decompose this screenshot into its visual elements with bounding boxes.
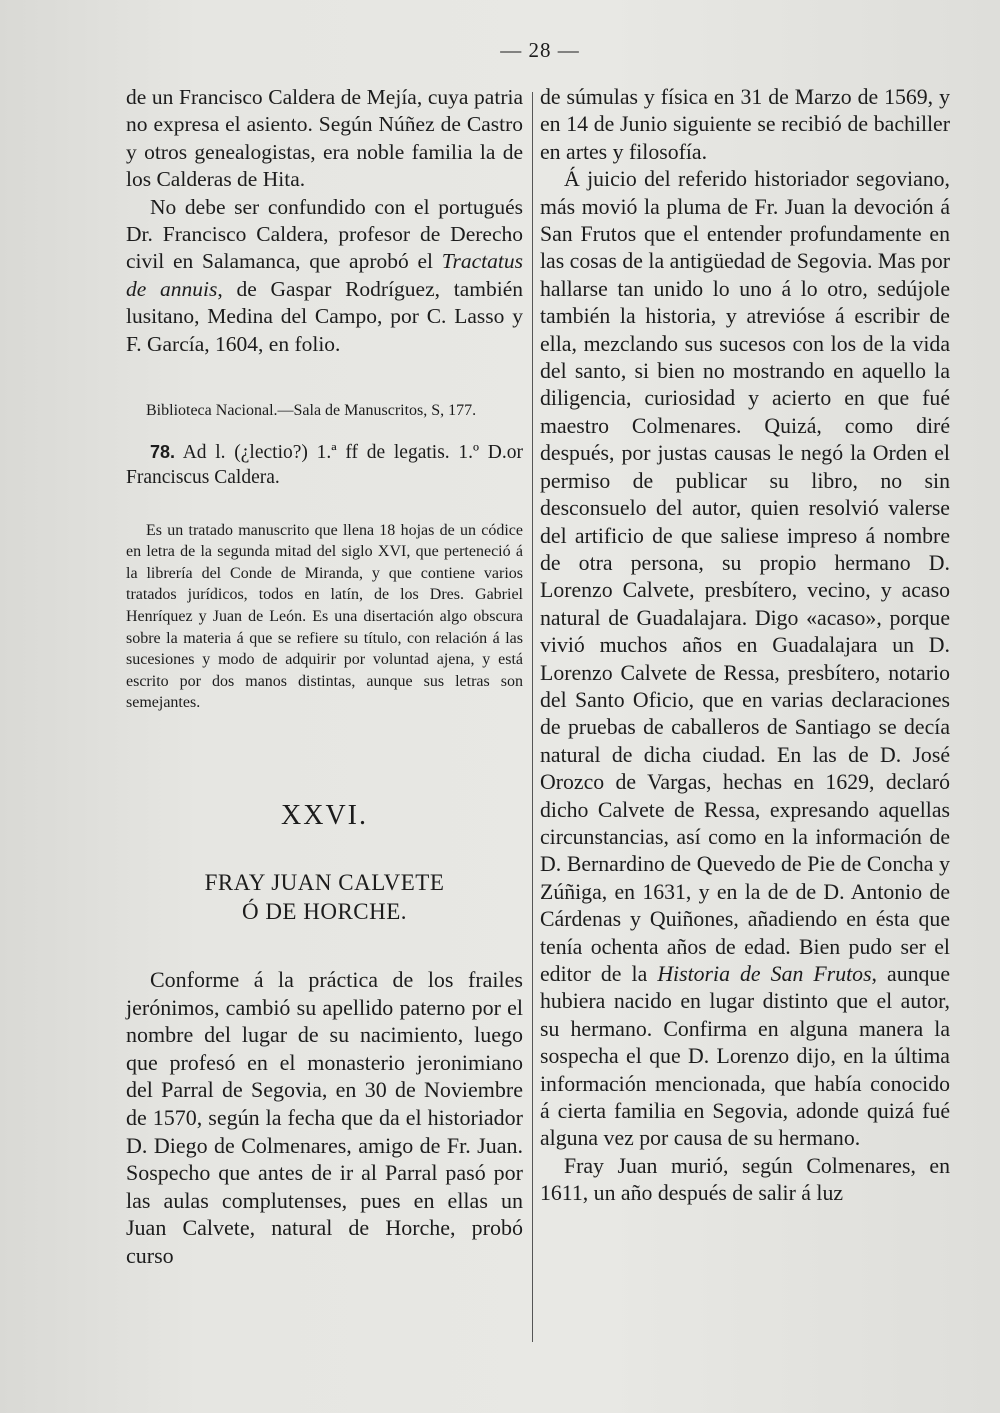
- paragraph-text: , aunque hubiera nacido en lugar distinto que el autor, su hermano. Confirma en alguna manera la sospecha el que D. Lorenzo dijo, en la última información mencionada, que había conocido á cierta familia en Segovia, adonde quizá fué alguna vez por causa de su hermano.: [540, 962, 950, 1151]
- right-paragraph-death: Fray Juan murió, según Colmenares, en 1611, un año después de salir á luz: [540, 1153, 950, 1206]
- left-continuation-paragraph: de un Francisco Caldera de Mejía, cuya patria no expresa el asiento. Según Núñez de Castro y otros genealogistas, era noble familia la de los Calderas de Hita.: [126, 85, 523, 192]
- left-paragraph-portuguese-caldera: [126, 194, 523, 358]
- section-title-line2: Ó DE HORCHE.: [241, 899, 408, 924]
- page-number: — 28 —: [500, 38, 580, 62]
- right-paragraph-historian: [540, 166, 950, 1153]
- section-body-paragraph: Conforme á la práctica de los frailes jerónimos, cambió su apellido paterno por el nombre del lugar de su nacimiento, luego que profesó en el monasterio jeronimiano del Parral de Segovia, en 30 de Noviembre de 1570, según la fecha que da el historiador D. Diego de Colmenares, amigo de Fr. Juan. Sospecho que antes de ir al Parral pasó por las aulas complutenses, pues en ellas un Juan Calvete, natural de Horche, probó curso: [126, 967, 523, 1268]
- section-numeral: XXVI.: [281, 800, 368, 831]
- paragraph-text: No debe ser confundido con el portugués Dr. Francisco Caldera, profesor de Derecho civil en Salamanca, que aprobó el: [126, 194, 523, 274]
- catalog-entry: [126, 440, 523, 490]
- section-title: [126, 868, 523, 926]
- paragraph-text: Á juicio del referido historiador segoviano, más movió la pluma de Fr. Juan la devoción á San Frutos que el entender profundamente en las cosas de la antigüedad de Segovia. Mas por hallarse tan unido lo uno á lo otro, sedújole también la historia, y atrevióse á escribir de ella, mezclando sus sucesos con los de la vida del santo, si bien no mostrando en aquello la diligencia, curiosidad y acierto en que fué maestro Colmenares. Quizá, como diré después, por justas causas le negó la Orden el permiso de publicar su libro, no sin desconsuelo del autor, quien resolvió valerse del artificio de que saliese impreso á nombre de otra persona, su propio hermano D. Lorenzo Calvete, presbítero, vecino, y acaso natural de Guadalajara. Digo «acaso», porque vivió muchos años en Guadalajara un D. Lorenzo Calvete de Ressa, presbítero, notario del Santo Oficio, que en varias declaraciones de pruebas de caballeros de Santiago se decía natural de dicha ciudad. En las de D. José Orozco de Vargas, hechas en 1629, declaró dicho Calvete de Ressa, expresando aquellas circunstancias, así como en la información de D. Bernardino de Quevedo de Pie de Concha y Zúñiga, en 1631, y en la de de D. Antonio de Cárdenas y Quiñones, añadiendo en ésta que tenía ochenta años de edad. Bien pudo ser el editor de la: [540, 167, 950, 986]
- column-divider: [532, 92, 533, 1342]
- entry-note: Es un tratado manuscrito que llena 18 hojas de un códice en letra de la segunda mitad del siglo XVI, que perteneció á la librería del Conde de Miranda, y que contiene varios tratados jurídicos, todos en latín, de los Dres. Gabriel Henríquez y Juan de León. Es una disertación algo obscura sobre la materia á que se refiere su título, con relación á las sucesiones y modo de adquirir por voluntad ajena, y está escrito por dos manos distintas, aunque sus letras son semejantes.: [126, 521, 523, 712]
- entry-text: Ad l. (¿lectio?) 1.ª ff de legatis. 1.º D.or Franciscus Caldera.: [126, 441, 523, 488]
- left-column: [126, 84, 523, 1270]
- entry-number: 78.: [150, 441, 176, 462]
- source-reference: Biblioteca Nacional.—Sala de Manuscritos, S, 177.: [146, 402, 477, 420]
- right-column: [540, 84, 950, 1208]
- book-title-tractatus: Tractatus de annuis: [126, 249, 523, 301]
- right-continuation-paragraph: de súmulas y física en 31 de Marzo de 1569, y en 14 de Junio siguiente se recibió de bachiller en artes y filosofía.: [540, 85, 950, 164]
- section-title-line1: FRAY JUAN CALVETE: [204, 870, 445, 895]
- paragraph-text: , de Gaspar Rodríguez, también lusitano, Medina del Campo, por C. Lasso y F. García, 1604, en folio.: [126, 276, 523, 356]
- book-title-historia: Historia de San Frutos: [657, 962, 872, 986]
